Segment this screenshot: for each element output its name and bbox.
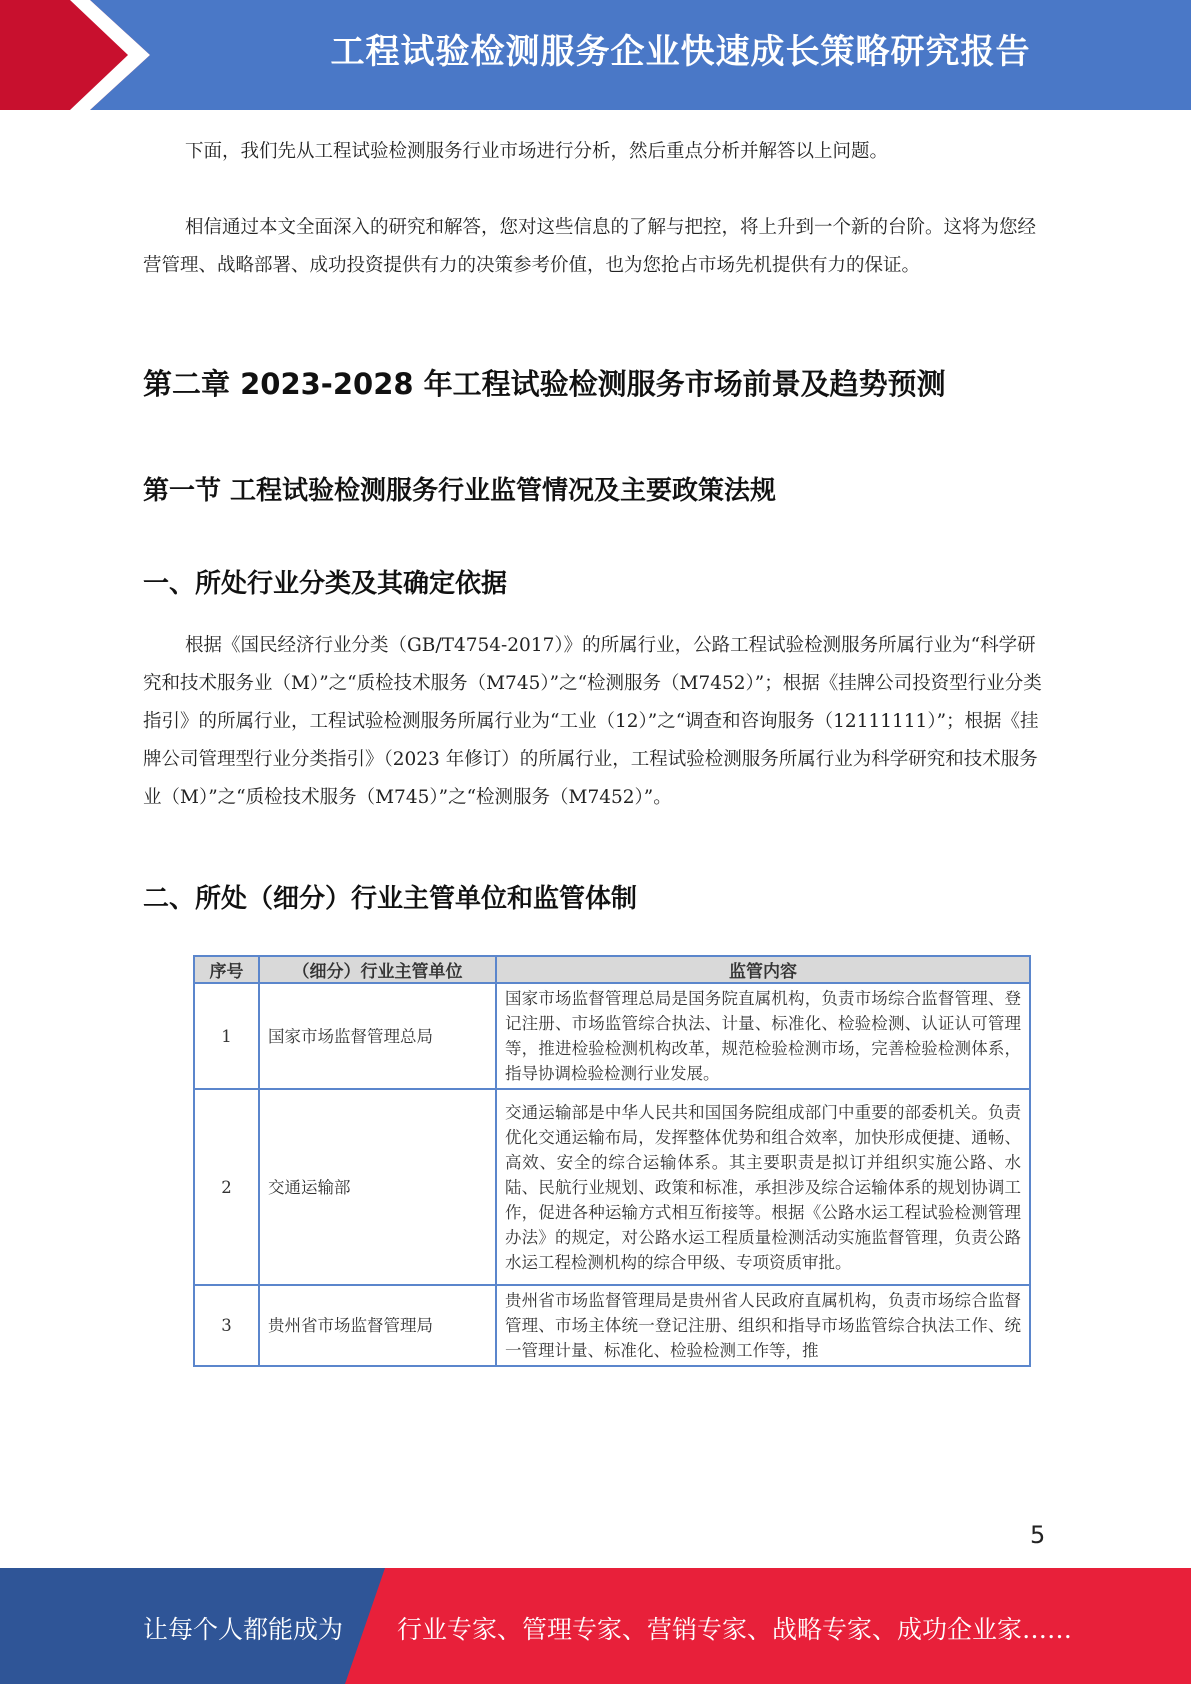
intro-paragraph-1: 下面，我们先从工程试验检测服务行业市场进行分析，然后重点分析并解答以上问题。 (185, 141, 889, 162)
row-authority: 交通运输部 (259, 1089, 496, 1285)
table-row (194, 1089, 1030, 1285)
subsection-2-title: 二、所处（细分）行业主管单位和监管体制 (143, 884, 638, 914)
row-content: 贵州省市场监督管理局是贵州省人民政府直属机构，负责市场综合监督管理、市场主体统一登记注册、组织和指导市场监管综合执法工作、统一管理计量、标准化、检验检测工作等，推 (496, 1285, 1030, 1366)
row-content: 交通运输部是中华人民共和国国务院组成部门中重要的部委机关。负责优化交通运输布局，发挥整体优势和组合效率，加快形成便捷、通畅、高效、安全的综合运输体系。其主要职责是拟订并组织实施公路、水陆、民航行业规划、政策和标准，承担涉及综合运输体系的规划协调工作，促进各种运输方式相互衔接等。根据《公路水运工程试验检测管理办法》的规定，对公路水运工程质量检测活动实施监督管理，负责公路水运工程检测机构的综合甲级、专项资质审批。 (496, 1089, 1030, 1285)
footer-slogan-left: 让每个人都能成为 (143, 1615, 344, 1644)
intro-paragraph-2: 相信通过本文全面深入的研究和解答，您对这些信息的了解与把控，将上升到一个新的台阶。这将为您经营管理、战略部署、成功投资提供有力的决策参考价值，也为您抢占市场先机提供有力的保证。 (143, 217, 1037, 276)
page-number: 5 (1030, 1521, 1046, 1549)
row-seq: 3 (194, 1285, 259, 1366)
chapter-title: 第二章 2023-2028 年工程试验检测服务市场前景及趋势预测 (143, 367, 946, 401)
row-authority: 国家市场监督管理总局 (259, 983, 496, 1089)
row-seq: 1 (194, 983, 259, 1089)
header-authority: （细分）行业主管单位 (259, 956, 496, 983)
report-title: 工程试验检测服务企业快速成长策略研究报告 (330, 32, 1031, 72)
row-seq: 2 (194, 1089, 259, 1285)
header-seq: 序号 (194, 956, 259, 983)
row-content: 国家市场监督管理总局是国务院直属机构，负责市场综合监督管理、登记注册、市场监管综合执法、计量、标准化、检验检测、认证认可管理等，推进检验检测机构改革，规范检验检测市场，完善检验检测体系，指导协调检验检测行业发展。 (496, 983, 1030, 1089)
header-content: 监管内容 (496, 956, 1030, 983)
regulator-table-grid (193, 955, 1031, 1367)
regulator-table (193, 955, 1029, 1367)
table-row (194, 983, 1030, 1089)
table-header-row (194, 956, 1030, 983)
subsection-1-title: 一、所处行业分类及其确定依据 (143, 569, 508, 599)
table-row (194, 1285, 1030, 1366)
section-title: 第一节 工程试验检测服务行业监管情况及主要政策法规 (143, 476, 777, 506)
footer-slogan-right: 行业专家、管理专家、营销专家、战略专家、成功企业家…… (397, 1615, 1073, 1644)
subsection-1-body: 根据《国民经济行业分类（GB/T4754-2017）》的所属行业，公路工程试验检测服务所属行业为“科学研究和技术服务业（M）”之“质检技术服务（M745）”之“检测服务（M7452）”；根据《挂牌公司投资型行业分类指引》的所属行业，工程试验检测服务所属行业为“工业（12）”之“调查和咨询服务（12111111）”；根据《挂牌公司管理型行业分类指引》（2023 年修订）的所属行业，工程试验检测服务所属行业为科学研究和技术服务业（M）”之“质检技术服务（M745）”之“检测服务（M7452）”。 (143, 635, 1042, 808)
row-authority: 贵州省市场监督管理局 (259, 1285, 496, 1366)
